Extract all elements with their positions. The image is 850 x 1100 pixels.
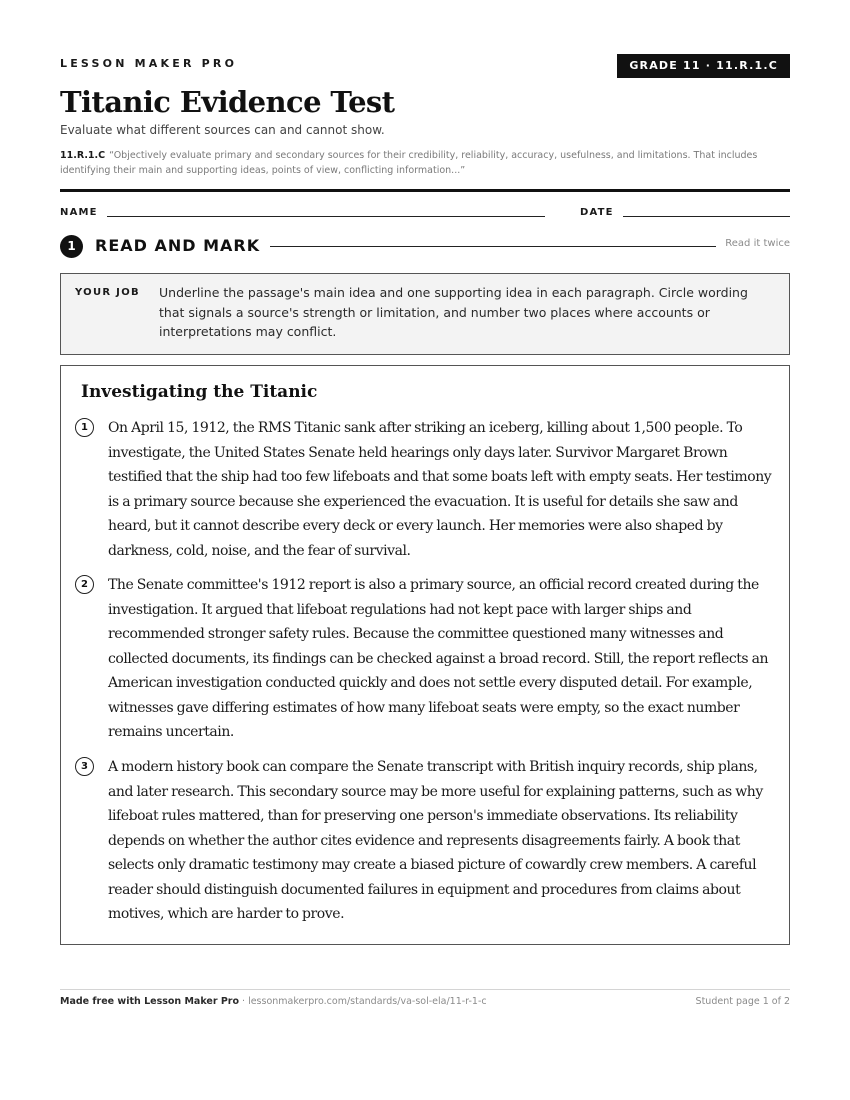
paragraph-number: 3 [75,757,94,776]
footer-divider [60,989,790,990]
brand-name: LESSON MAKER PRO [60,57,238,70]
name-field[interactable] [107,216,545,217]
footer-page-number: Student page 1 of 2 [695,996,790,1007]
header-divider [60,189,790,192]
passage-title: Investigating the Titanic [81,382,318,402]
section-title: READ AND MARK [95,236,261,255]
section-header-read-and-mark [60,234,790,258]
standard-text: “Objectively evaluate primary and secondary sources for their credibility, reliability, accuracy, usefulness, and limitations. That includes identifying their main and supporting ideas, points of view, conflicting information...” [60,150,758,176]
paragraph-text: The Senate committee's 1912 report is also a primary source, an official record created during the investigation. It argued that lifeboat regulations had not kept pace with larger ships and recommended stronger safety rules. Because the committee questioned many witnesses and collected documents, its findings can be checked against a broad record. Still, the report reflects an American investigation conducted quickly and does not settle every disputed detail. For example, witnesses gave differing estimates of how many lifeboat seats were empty, so the exact number remains uncertain. [108,577,769,740]
instructions-box [60,273,790,355]
page-title: Titanic Evidence Test [60,85,395,119]
standard-description [60,148,790,178]
paragraph-text: A modern history book can compare the Senate transcript with British inquiry records, ship plans, and later research. This secondary source may be more useful for explaining patterns, such as why lifeboat rules mattered, than for preserving one person's immediate observations. Its reliability depends on whether the author cites evidence and represents disagreements fairly. A book that selects only dramatic testimony may create a biased picture of cowardly crew members. A careful reader should distinguish documented failures in equipment and procedures from claims about motives, which are harder to prove. [108,759,763,922]
instructions-label: YOUR JOB [75,287,140,298]
footer-credit [60,996,487,1007]
paragraph-number: 1 [75,418,94,437]
section-rule [270,246,716,247]
date-label: DATE [580,207,614,218]
standard-code: 11.R.1.C [60,150,106,161]
reading-passage [60,365,790,945]
instructions-text: Underline the passage's main idea and one supporting idea in each paragraph. Circle wording that signals a source's strength or limitation, and number two places where accounts or interpretations may conflict. [159,285,748,339]
name-date-row [60,205,790,221]
worksheet-page [60,0,790,1100]
header-bar [60,54,790,78]
section-note: Read it twice [725,238,790,249]
date-field[interactable] [623,216,790,217]
paragraph-number: 2 [75,575,94,594]
grade-badge: GRADE 11 · 11.R.1.C [617,54,790,78]
name-label: NAME [60,207,98,218]
paragraph-text: On April 15, 1912, the RMS Titanic sank after striking an iceberg, killing about 1,500 people. To investigate, the United States Senate held hearings only days later. Survivor Margaret Brown testified that the ship had too few lifeboats and that some boats left with empty seats. Her testimony is a primary source because she experienced the evacuation. It is useful for details she saw and heard, but it cannot describe every deck or every launch. Her memories were also shaped by darkness, cold, noise, and the fear of survival. [108,420,772,559]
footer-url[interactable]: · lessonmakerpro.com/standards/va-sol-ela/11-r-1-c [239,996,487,1007]
page-subtitle: Evaluate what different sources can and cannot show. [60,123,385,137]
footer-made-with: Made free with Lesson Maker Pro [60,996,240,1007]
section-number-badge: 1 [60,235,83,258]
